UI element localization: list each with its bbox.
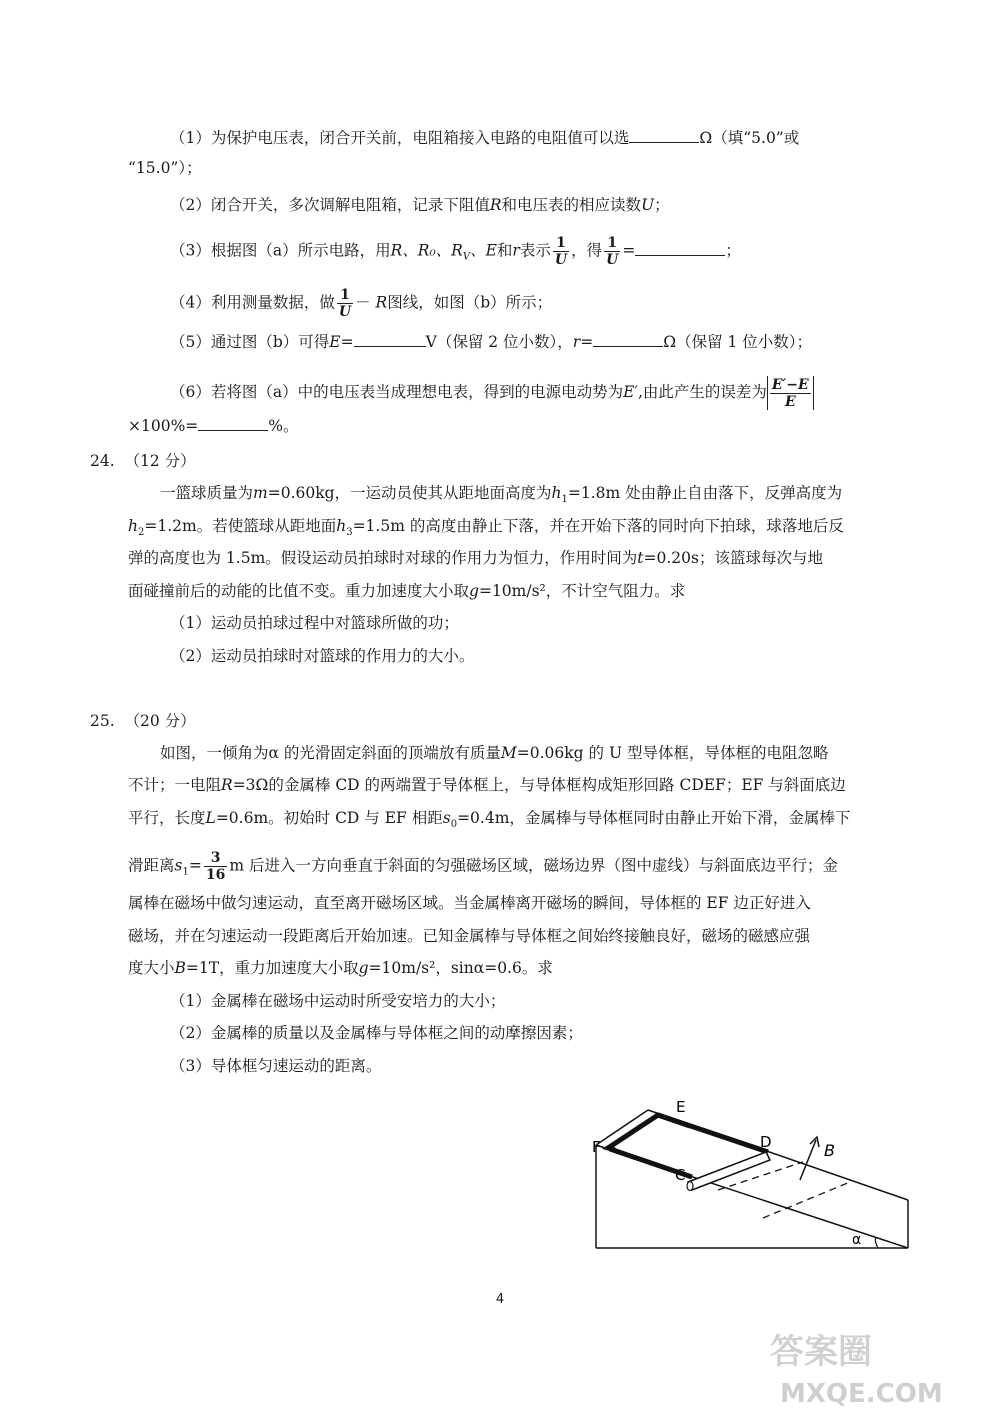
q23-part5-line: （5）通过图（b）可得E= V（保留 2 位小数），r= Ω（保留 1 位小数）；	[170, 330, 812, 353]
label-f: F	[592, 1138, 601, 1156]
watermark-text: 答案圈	[770, 1332, 872, 1372]
question-number-25: 25. （20 分）	[90, 712, 196, 730]
field-boundary-lower	[763, 1182, 850, 1218]
q25-line2: 不计；一电阻R=3Ω的金属棒 CD 的两端置于导体框上，与导体框构成矩形回路 CDEF；EF 与斜面底边	[128, 776, 846, 794]
q23-part3-line: （3）根据图（a）所示电路，用R、R₀、$R_V$、E和r表示 $\frac{1}{U}$ ，得 $\frac{1}{U}$ = ；	[170, 235, 741, 268]
angle-arc	[875, 1238, 878, 1248]
fraction-error: $\frac{E'-E}{E}$	[771, 376, 809, 410]
q24-line4: 面碰撞前后的动能的比值不变。重力加速度大小取g=10m/s²，不计空气阻力。求	[128, 582, 686, 600]
label-d: D	[760, 1133, 772, 1151]
q25-line5: 属棒在磁场中做匀速运动，直至离开磁场区域。当金属棒离开磁场的瞬间，导体框的 EF 边正好进入	[128, 894, 811, 912]
watermark-url: MXQE.COM	[780, 1379, 943, 1408]
q25-subquestion-1: （1）金属棒在磁场中运动时所受安培力的大小；	[170, 992, 506, 1010]
q25-line3: 平行，长度L=0.6m。初始时 CD 与 EF 相距$s_0=0.4m$，金属棒与导体框同时由静止开始下滑，金属棒下	[128, 809, 851, 831]
label-b: B	[824, 1141, 835, 1160]
q23-part1-line2: “15.0”）；	[128, 159, 202, 177]
answer-blank[interactable]	[635, 239, 725, 256]
q24-line2: $h_2=1.2m$。若使篮球从距地面$h_3=1.5m$ 的高度由静止下落，并在开始下落的同时向下拍球，球落地后反	[128, 517, 844, 539]
fraction-1-over-U: $\frac{1}{U}$	[554, 235, 568, 268]
incline-figure	[588, 1100, 918, 1260]
q23-part4-line: （4）利用测量数据，做 $\frac{1}{U}$ － R图线，如图（b）所示；	[170, 287, 553, 320]
label-e: E	[676, 1100, 686, 1116]
fraction-3-over-16: $\frac{3}{16}$	[205, 850, 226, 883]
answer-blank[interactable]	[629, 126, 699, 143]
q25-subquestion-2: （2）金属棒的质量以及金属棒与导体框之间的动摩擦因素；	[170, 1024, 583, 1042]
q24-subquestion-2: （2）运动员拍球时对篮球的作用力的大小。	[170, 647, 475, 665]
q25-subquestion-3: （3）导体框匀速运动的距离。	[170, 1057, 382, 1075]
answer-blank[interactable]	[354, 330, 426, 347]
fraction-1-over-U: $\frac{1}{U}$	[606, 235, 619, 268]
q24-line3: 弹的高度也为 1.5m。假设运动员拍球时对球的作用力为恒力，作用时间为t=0.20s；该篮球每次与地	[128, 549, 823, 567]
metal-rod-cd	[688, 1152, 770, 1190]
q25-line4: 滑距离$s_1=$ $\frac{3}{16}$ m 后进入一方向垂直于斜面的匀强磁场区域，磁场边界（图中虚线）与斜面底边平行；金	[128, 850, 838, 883]
q25-line6: 磁场，并在匀速运动一段距离后开始加速。已知金属棒与导体框之间始终接触良好，磁场的磁感应强	[128, 927, 811, 945]
fraction-1-over-U: $\frac{1}{U}$	[338, 287, 352, 320]
label-c: C	[675, 1166, 686, 1184]
u-frame-top-rail	[658, 1115, 768, 1152]
question-number-24: 24. （12 分）	[90, 452, 196, 470]
page-number: 4	[495, 1292, 505, 1307]
answer-blank[interactable]	[198, 414, 268, 431]
watermark-logo	[740, 1318, 970, 1408]
label-alpha: α	[852, 1232, 862, 1248]
q25-line7: 度大小B=1T，重力加速度大小取g=10m/s²，sinα=0.6。求	[128, 959, 553, 977]
q23-part6-line: （6）若将图（a）中的电压表当成理想电表，得到的电源电动势为E′,由此产生的误差为 $\frac{E'-E}{E}$	[170, 376, 814, 410]
q24-line1: 一篮球质量为m=0.60kg，一运动员使其从距地面高度为$h_1=1.8m$ 处由静止自由落下，反弹高度为	[160, 484, 843, 506]
q24-subquestion-1: （1）运动员拍球过程中对篮球所做的功；	[170, 614, 459, 632]
answer-blank[interactable]	[593, 330, 663, 347]
q25-line1: 如图，一倾角为α 的光滑固定斜面的顶端放有质量M=0.06kg 的 U 型导体框，导体框的电阻忽略	[160, 744, 829, 762]
q23-part2-line: （2）闭合开关，多次调解电阻箱，记录下阻值R和电压表的相应读数U；	[170, 196, 670, 214]
q23-part6-line2: ×100%= %。	[128, 414, 299, 437]
rod-end	[687, 1182, 693, 1191]
q23-part1-line: （1）为保护电压表，闭合开关前，电阻箱接入电路的电阻值可以选 Ω（填“5.0”或	[170, 126, 799, 149]
b-field-arrow	[800, 1140, 816, 1180]
